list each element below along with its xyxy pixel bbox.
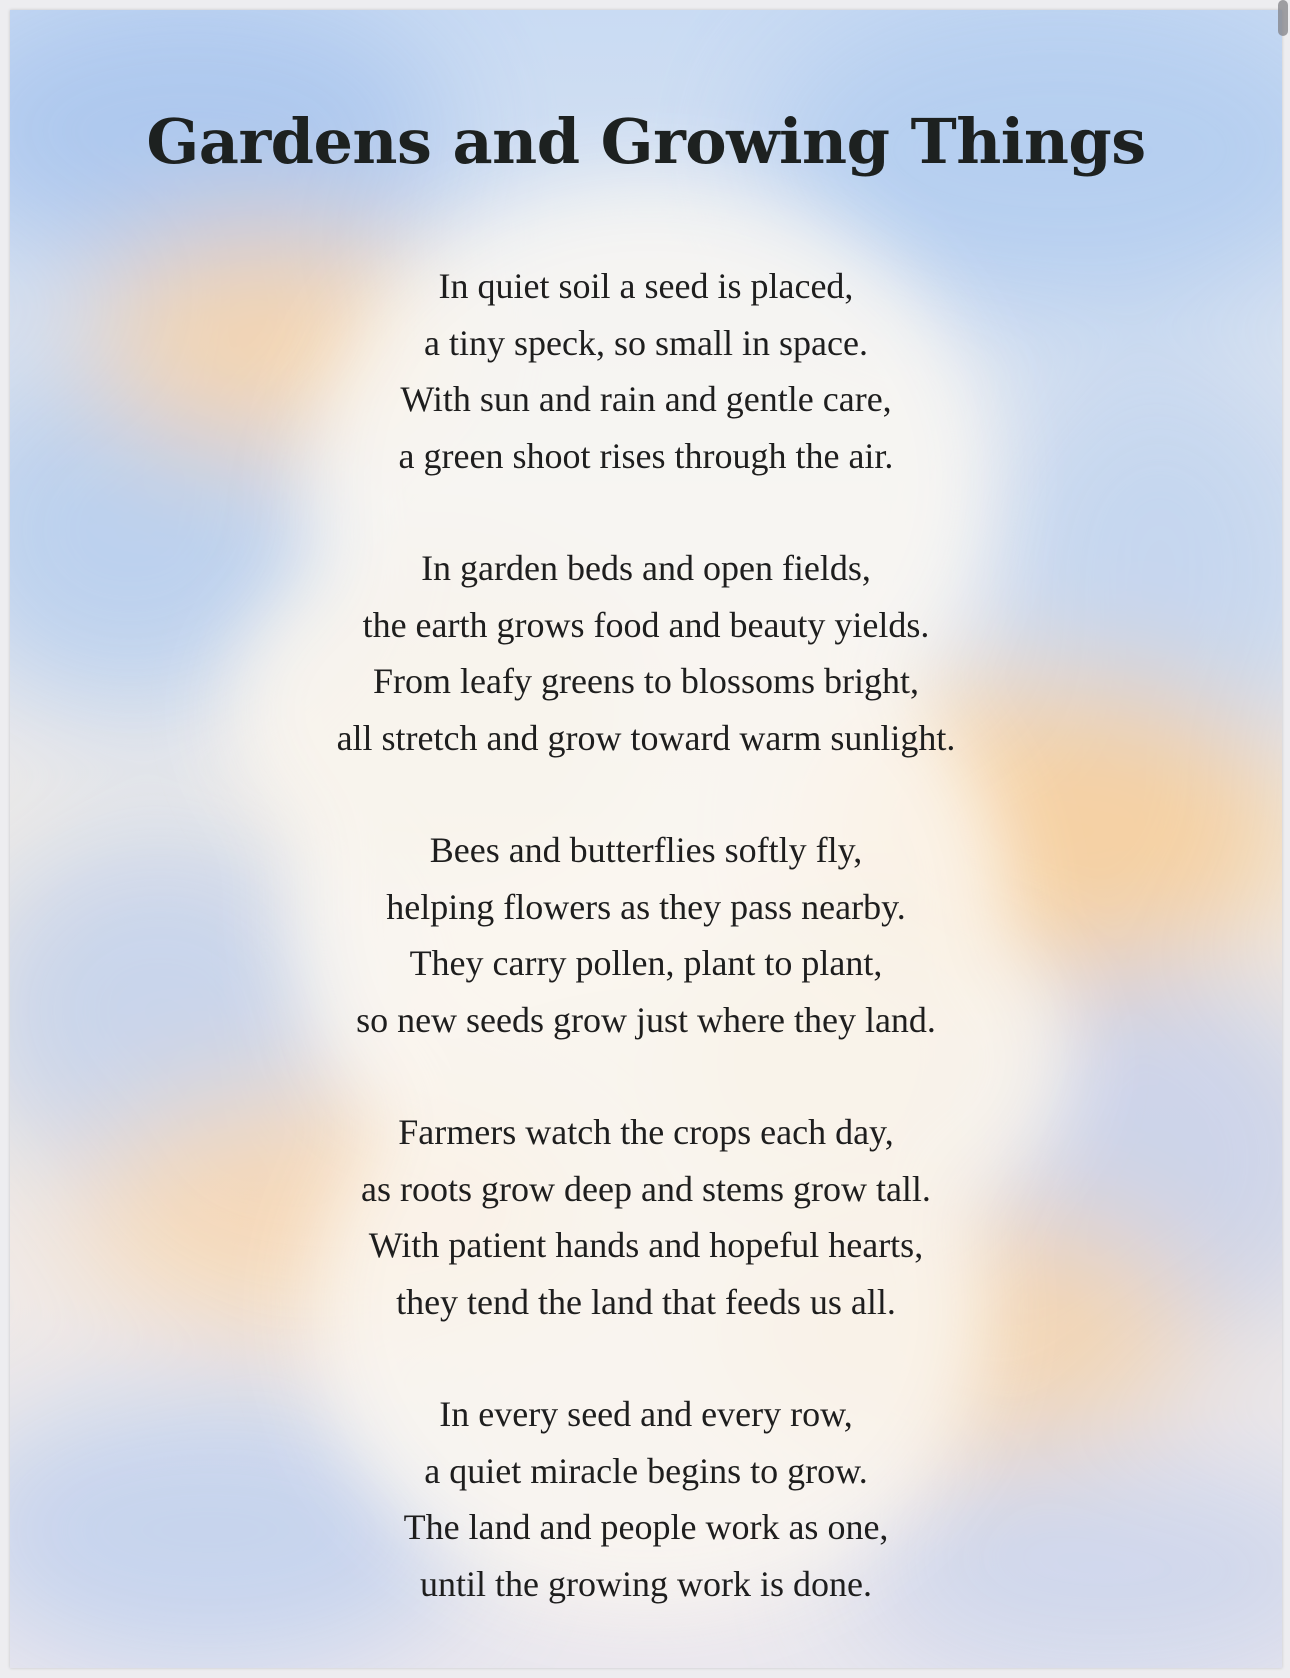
stanza-1 <box>10 258 1282 484</box>
poem-line: they tend the land that feeds us all. <box>396 1281 896 1322</box>
poem-line: the earth grows food and beauty yields. <box>362 604 930 645</box>
scrollbar-thumb[interactable] <box>1278 0 1288 36</box>
poem-line: In quiet soil a seed is placed, <box>438 266 854 306</box>
poem-line: all stretch and grow toward warm sunlight. <box>336 717 956 758</box>
poem-line: so new seeds grow just where they land. <box>356 999 936 1040</box>
stanza-2 <box>10 540 1282 766</box>
poem-line: In every seed and every row, <box>439 1394 853 1434</box>
poem-line: Farmers watch the crops each day, <box>398 1112 894 1152</box>
poem-line: a tiny speck, so small in space. <box>424 322 868 363</box>
stanza-4 <box>10 1104 1282 1330</box>
poem-line: as roots grow deep and stems grow tall. <box>361 1168 931 1209</box>
poem-line: In garden beds and open fields, <box>421 548 871 588</box>
poem-line: helping flowers as they pass nearby. <box>386 886 906 927</box>
poem-line: With patient hands and hopeful hearts, <box>368 1225 924 1265</box>
poem-line: From leafy greens to blossoms bright, <box>373 661 919 701</box>
poem-body <box>10 258 1282 1668</box>
poem-line: until the growing work is done. <box>420 1563 872 1604</box>
poem-line: With sun and rain and gentle care, <box>400 379 892 419</box>
poem-line: a green shoot rises through the air. <box>398 435 894 476</box>
poem-title: Gardens and Growing Things <box>146 105 1146 178</box>
poem-page <box>10 10 1282 1668</box>
poem-line: a quiet miracle begins to grow. <box>424 1450 868 1491</box>
poem-line: The land and people work as one, <box>403 1507 889 1547</box>
stanza-3 <box>10 822 1282 1048</box>
stanza-5 <box>10 1386 1282 1612</box>
poem-line: They carry pollen, plant to plant, <box>409 943 883 983</box>
poem-line: Bees and butterflies softly fly, <box>429 830 863 870</box>
